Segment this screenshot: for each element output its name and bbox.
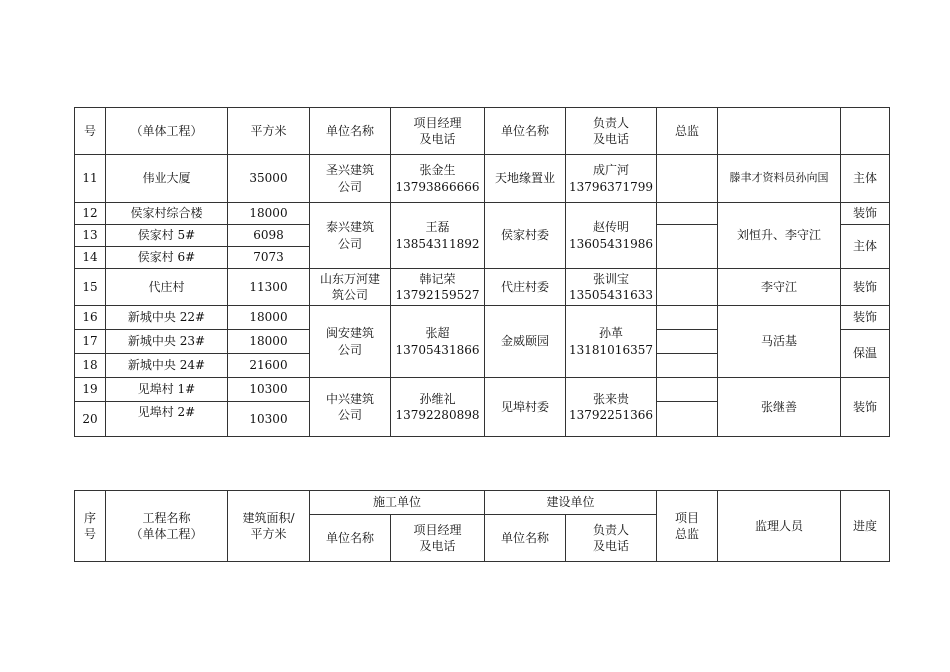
unit-line: 中兴建筑 (325, 391, 374, 406)
pm-phone: 13793866666 (395, 179, 480, 194)
header-line: 号 (83, 527, 96, 541)
row-number: 17 (75, 330, 106, 354)
supervisor-cell: 滕聿才资料员孙向国 (718, 155, 841, 203)
seq-header (75, 491, 106, 562)
header-line: 负责人 (592, 115, 629, 130)
area-value: 18000 (228, 330, 310, 354)
director-cell (657, 155, 718, 203)
construction-unit (310, 306, 391, 378)
header-line: 序 (83, 510, 96, 525)
client-contact (566, 269, 657, 306)
unit-line: 公司 (337, 236, 362, 251)
header-line: 工程名称 (142, 510, 191, 525)
header-line: 建筑面积/ (242, 510, 295, 525)
contact-phone: 13181016357 (569, 342, 653, 357)
unit-line: 闽安建筑 (325, 326, 374, 341)
project-manager (391, 306, 485, 378)
area-value: 18000 (228, 306, 310, 330)
unit-line: 公司 (337, 179, 362, 194)
pm-header (391, 515, 485, 562)
header-cell (391, 108, 485, 155)
unit-line: 公司 (337, 342, 362, 357)
contact-name: 赵传明 (592, 220, 629, 235)
header-line: 总监 (675, 527, 700, 541)
pm-name: 张金生 (419, 163, 456, 178)
header-line: （单体工程） (130, 527, 203, 541)
supervisor-cell: 刘恒升、李守江 (718, 203, 841, 269)
header-line: 及电话 (419, 132, 456, 146)
progress-cell: 装饰 (841, 203, 890, 225)
unit-line: 山东万河建 (319, 271, 380, 286)
area-value: 21600 (228, 354, 310, 378)
header-cell: 号 (75, 108, 106, 155)
project-name: 见埠村 2# (106, 402, 228, 437)
director-cell (657, 269, 718, 306)
contact-phone: 13796371799 (569, 179, 653, 194)
project-name: 代庄村 (106, 269, 228, 306)
table-row (75, 269, 890, 306)
header-line: 及电话 (419, 539, 456, 553)
contact-phone: 13505431633 (569, 288, 653, 302)
header-cell (718, 108, 841, 155)
client-contact (566, 155, 657, 203)
director-cell (657, 225, 718, 269)
header-line: 负责人 (593, 522, 630, 537)
header-line: 项目经理 (413, 522, 462, 537)
director-cell (657, 354, 718, 378)
contact-phone: 13792251366 (569, 408, 653, 422)
project-name: 侯家村 5# (106, 225, 228, 247)
unit-name-header: 单位名称 (310, 515, 391, 562)
client-unit: 金威颐园 (485, 306, 566, 378)
row-number: 18 (75, 354, 106, 378)
contact-name: 孙革 (598, 326, 623, 341)
header-cell: （单体工程） (106, 108, 228, 155)
header-cell (841, 108, 890, 155)
pm-name: 孙维礼 (419, 391, 456, 406)
unit-line: 泰兴建筑 (325, 220, 374, 235)
pm-phone: 13854311892 (395, 236, 480, 251)
client-contact (566, 378, 657, 437)
project-table-header (74, 490, 890, 562)
pm-phone: 13792280898 (395, 408, 480, 422)
contact-header (566, 515, 657, 562)
project-name: 侯家村综合楼 (106, 203, 228, 225)
progress-cell: 保温 (841, 330, 890, 378)
row-number: 14 (75, 247, 106, 269)
progress-header: 进度 (841, 491, 890, 562)
director-cell (657, 306, 718, 330)
construction-unit (310, 203, 391, 269)
client-unit: 代庄村委 (485, 269, 566, 306)
supervisor-header: 监理人员 (718, 491, 841, 562)
project-name: 侯家村 6# (106, 247, 228, 269)
row-number: 19 (75, 378, 106, 402)
project-name: 新城中央 24# (106, 354, 228, 378)
director-cell (657, 378, 718, 402)
row-number: 16 (75, 306, 106, 330)
header-cell: 总监 (657, 108, 718, 155)
supervisor-cell: 李守江 (718, 269, 841, 306)
header-row (75, 491, 890, 515)
header-line: 项目经理 (413, 115, 462, 130)
supervisor-cell: 张继善 (718, 378, 841, 437)
project-name: 伟业大厦 (106, 155, 228, 203)
director-cell (657, 402, 718, 437)
row-number: 12 (75, 203, 106, 225)
header-cell: 平方米 (228, 108, 310, 155)
table-row (75, 203, 890, 225)
pm-name: 韩记荣 (419, 271, 456, 286)
project-manager (391, 155, 485, 203)
client-unit-header: 建设单位 (485, 491, 657, 515)
unit-line: 圣兴建筑 (325, 163, 374, 178)
table-row (75, 306, 890, 330)
director-cell (657, 203, 718, 225)
header-line: 项目 (675, 510, 700, 525)
row-number: 11 (75, 155, 106, 203)
header-cell (566, 108, 657, 155)
construction-unit (310, 155, 391, 203)
pm-name: 王磊 (425, 220, 450, 235)
client-contact (566, 306, 657, 378)
contact-name: 张来贵 (592, 391, 629, 406)
area-value: 10300 (228, 378, 310, 402)
header-cell: 单位名称 (310, 108, 391, 155)
project-manager (391, 378, 485, 437)
director-header (657, 491, 718, 562)
row-number: 13 (75, 225, 106, 247)
row-number: 20 (75, 402, 106, 437)
area-header (228, 491, 310, 562)
construction-unit-header: 施工单位 (310, 491, 485, 515)
contact-name: 成广河 (592, 163, 629, 178)
project-name: 新城中央 23# (106, 330, 228, 354)
area-value: 7073 (228, 247, 310, 269)
project-name: 新城中央 22# (106, 306, 228, 330)
contact-name: 张训宝 (592, 271, 629, 286)
project-manager (391, 269, 485, 306)
header-line: 及电话 (592, 132, 629, 146)
progress-cell: 主体 (841, 155, 890, 203)
progress-cell: 装饰 (841, 269, 890, 306)
director-cell (657, 330, 718, 354)
client-contact (566, 203, 657, 269)
client-unit: 天地缘置业 (485, 155, 566, 203)
project-name: 见埠村 1# (106, 378, 228, 402)
pm-name: 张超 (425, 326, 450, 341)
unit-line: 筑公司 (331, 288, 368, 302)
table-row (75, 378, 890, 402)
area-value: 6098 (228, 225, 310, 247)
project-manager (391, 203, 485, 269)
client-unit: 侯家村委 (485, 203, 566, 269)
area-value: 11300 (228, 269, 310, 306)
progress-cell: 装饰 (841, 378, 890, 437)
construction-unit (310, 378, 391, 437)
row-number: 15 (75, 269, 106, 306)
header-cell: 单位名称 (485, 108, 566, 155)
header-line: 及电话 (593, 539, 630, 553)
contact-phone: 13605431986 (569, 236, 653, 251)
unit-line: 公司 (337, 408, 362, 422)
client-name-header: 单位名称 (485, 515, 566, 562)
pm-phone: 13705431866 (395, 342, 480, 357)
client-unit: 见埠村委 (485, 378, 566, 437)
area-value: 35000 (228, 155, 310, 203)
progress-cell: 主体 (841, 225, 890, 269)
area-value: 18000 (228, 203, 310, 225)
construction-unit (310, 269, 391, 306)
name-header (106, 491, 228, 562)
progress-cell: 装饰 (841, 306, 890, 330)
supervisor-cell: 马活基 (718, 306, 841, 378)
project-table (74, 107, 890, 437)
area-value: 10300 (228, 402, 310, 437)
pm-phone: 13792159527 (395, 288, 480, 302)
header-row (75, 108, 890, 155)
table-row (75, 155, 890, 203)
header-line: 平方米 (250, 527, 287, 541)
